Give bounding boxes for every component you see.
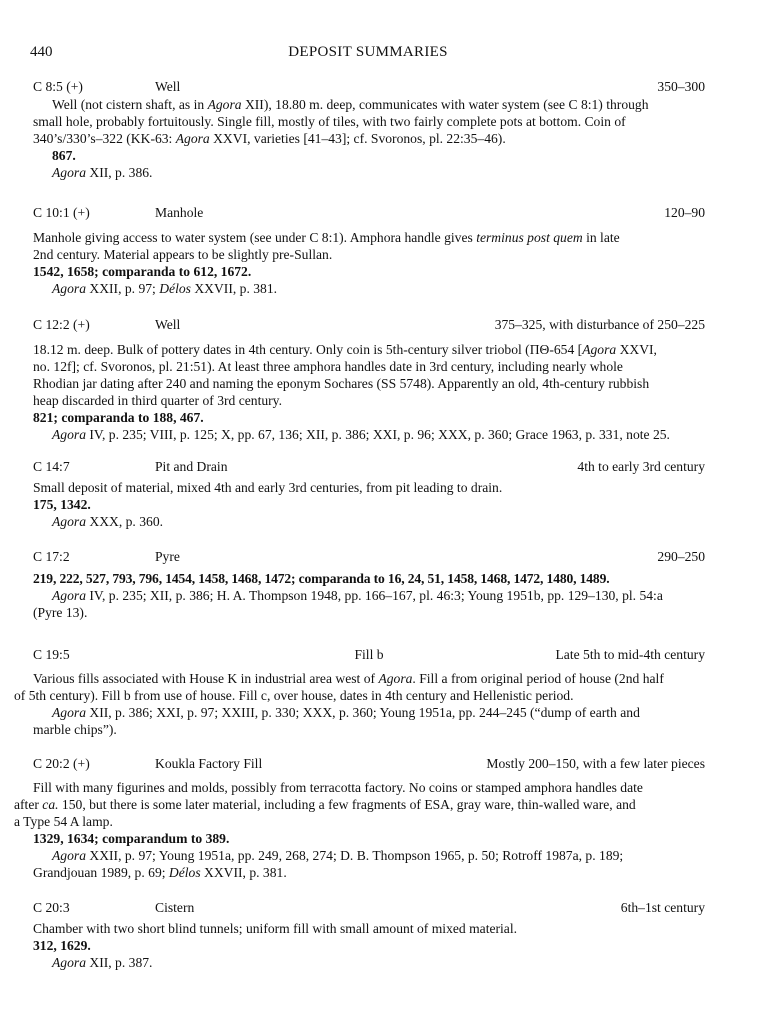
deposit-entry [14,646,705,738]
deposit-entry [33,458,705,530]
reference-line: (Pyre 13). [33,605,88,620]
page-number: 440 [30,44,53,60]
reference-line: Agora XXX, p. 360. [52,514,164,529]
catalog-numbers: 867. [52,148,76,163]
deposit-date: Mostly 200–150, with a few later pieces [486,756,705,771]
reference-line: Agora XII, p. 386. [52,165,153,180]
deposit-entry [33,899,705,971]
entry-heading [33,78,705,96]
running-head [30,44,706,66]
deposit-type: Fill b [354,647,384,662]
deposit-type: Koukla Factory Fill [155,756,263,771]
entry-heading [33,899,705,917]
description-line: of 5th century). Fill b from use of house. Fill c, over house, dates in 4th century and Hellenistic period. [14,688,574,703]
bibliography-refs [33,587,705,621]
bibliography-refs [33,513,705,530]
deposit-entry [33,78,705,181]
description-line: Fill with many figurines and molds, possibly from terracotta factory. No coins or stamped amphora handles date [33,780,643,795]
reference-line: Agora XXII, p. 97; Délos XXVII, p. 381. [52,281,278,296]
entry-heading [33,548,705,566]
deposit-entry [33,548,705,621]
reference-line: Agora XII, p. 386; XXI, p. 97; XXIII, p. 330; XXX, p. 360; Young 1951a, pp. 244–245 (“dump of earth and [52,705,640,720]
entry-heading [33,646,705,664]
deposit-type: Cistern [155,900,195,915]
deposit-date: Late 5th to mid-4th century [555,647,705,662]
bibliography-refs [33,280,705,297]
deposit-type: Well [155,317,181,332]
bibliography-refs [33,954,705,971]
deposit-id: C 19:5 [33,647,70,662]
description-line: no. 12f]; cf. Svoronos, pl. 21:51). At least three amphora handles date in 3rd century, including nearly whole [33,359,623,374]
deposit-description [33,920,705,937]
deposit-date: 290–250 [657,549,705,564]
description-line: Manhole giving access to water system (see under C 8:1). Amphora handle gives terminus post quem in late [33,230,620,245]
description-line: 2nd century. Material appears to be slightly pre-Sullan. [33,247,333,262]
deposit-date: 120–90 [664,205,705,220]
description-line: Rhodian jar dating after 240 and naming the eponym Sochares (SS 5748). Apparently an old, 4th-century rubbish [33,376,650,391]
reference-line: Agora IV, p. 235; XII, p. 386; H. A. Thompson 1948, pp. 166–167, pl. 46:3; Young 1951b, pp. 129–130, pl. 54:a [52,588,663,603]
deposit-description [14,779,705,830]
catalog-numbers: 1329, 1634; comparandum to 389. [33,831,230,846]
deposit-type: Pyre [155,549,180,564]
deposit-description [33,229,705,263]
deposit-entry [14,755,705,881]
deposit-entry [33,316,705,443]
description-line: a Type 54 A lamp. [14,814,113,829]
deposit-id: C 20:2 (+) [33,756,90,771]
bibliography-refs [33,704,705,738]
catalog-numbers: 219, 222, 527, 793, 796, 1454, 1458, 1468, 1472; comparanda to 16, 24, 51, 1458, 1468, 1472, 1480, 1489. [33,571,610,586]
reference-line: Grandjouan 1989, p. 69; Délos XXVII, p. 381. [33,865,287,880]
deposit-description [33,96,705,147]
deposit-type: Well [155,79,181,94]
catalog-numbers: 175, 1342. [33,497,91,512]
description-line: small hole, probably fortuitously. Single fill, mostly of tiles, with two fairly complete pots at bottom. Coin of [33,114,626,129]
catalog-numbers: 312, 1629. [33,938,91,953]
entry-heading [33,458,705,476]
deposit-id: C 17:2 [33,549,70,564]
deposit-date: 375–325, with disturbance of 250–225 [494,317,705,332]
reference-line: marble chips”). [33,722,117,737]
entry-heading [33,204,705,222]
deposit-date: 350–300 [657,79,705,94]
running-title: DEPOSIT SUMMARIES [288,44,448,60]
description-line: Various fills associated with House K in industrial area west of Agora. Fill a from original period of house (2nd half [33,671,664,686]
deposit-id: C 10:1 (+) [33,205,90,220]
reference-line: Agora IV, p. 235; VIII, p. 125; X, pp. 67, 136; XII, p. 386; XXI, p. 96; XXX, p. 360; Grace 1963, p. 331, note 25. [52,427,670,442]
deposit-id: C 14:7 [33,459,70,474]
entry-heading [33,316,705,334]
deposit-date: 4th to early 3rd century [577,459,705,474]
description-line: Well (not cistern shaft, as in Agora XII), 18.80 m. deep, communicates with water system (see C 8:1) through [52,97,649,112]
description-line: after ca. 150, but there is some later material, including a few fragments of ESA, gray ware, thin-walled ware, and [14,797,636,812]
deposit-description [33,479,705,496]
description-line: heap discarded in third quarter of 3rd century. [33,393,282,408]
deposit-type: Manhole [155,205,204,220]
description-line: Small deposit of material, mixed 4th and early 3rd centuries, from pit leading to drain. [33,480,503,495]
bibliography-refs [33,164,705,181]
deposit-type: Pit and Drain [155,459,228,474]
bibliography-refs [33,426,705,443]
deposit-description [14,670,705,704]
deposit-id: C 20:3 [33,900,70,915]
deposit-id: C 8:5 (+) [33,79,83,94]
description-line: Chamber with two short blind tunnels; uniform fill with small amount of mixed material. [33,921,518,936]
deposit-date: 6th–1st century [620,900,705,915]
catalog-numbers: 1542, 1658; comparanda to 612, 1672. [33,264,252,279]
description-line: 18.12 m. deep. Bulk of pottery dates in 4th century. Only coin is 5th-century silver triobol (ΠΘ-654 [Agora XXVI, [33,342,657,357]
deposit-entry [33,204,705,297]
catalog-numbers: 821; comparanda to 188, 467. [33,410,204,425]
reference-line: Agora XXII, p. 97; Young 1951a, pp. 249, 268, 274; D. B. Thompson 1965, p. 50; Rotroff 1987a, p. 189; [52,848,624,863]
deposit-id: C 12:2 (+) [33,317,90,332]
description-line: 340’s/330’s–322 (KK-63: Agora XXVI, varieties [41–43]; cf. Svoronos, pl. 22:35–46). [33,131,506,146]
entry-heading [33,755,705,773]
deposit-description [33,341,705,409]
reference-line: Agora XII, p. 387. [52,955,153,970]
bibliography-refs [33,847,705,881]
